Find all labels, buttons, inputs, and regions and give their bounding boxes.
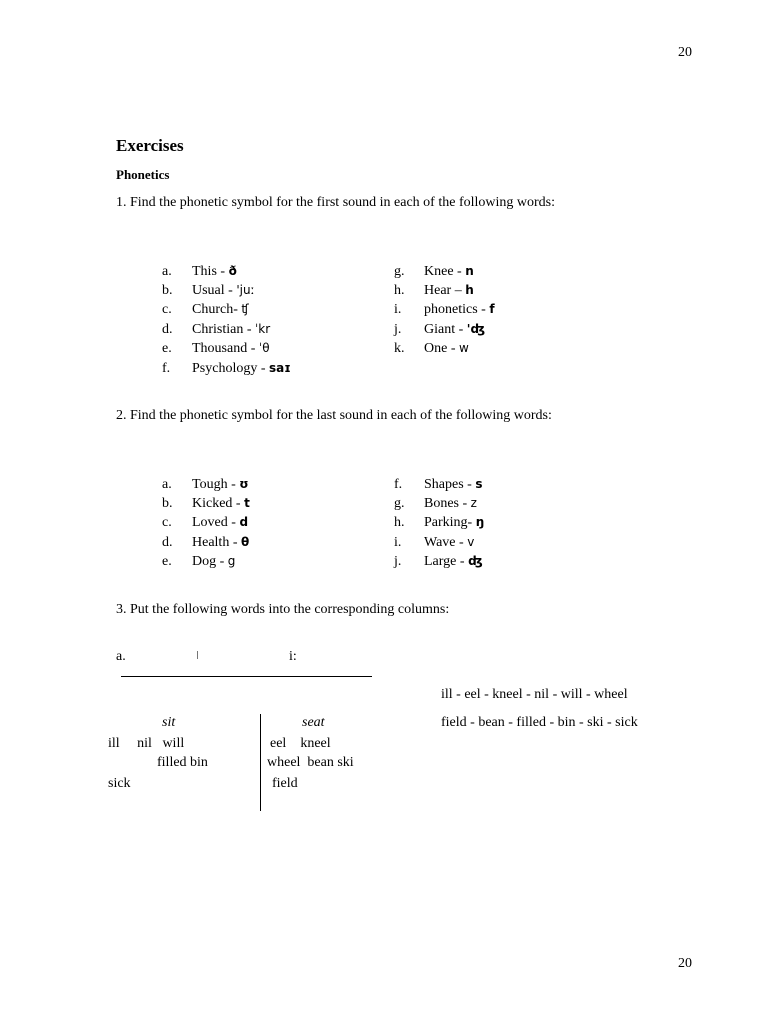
item-letter: i. — [394, 302, 402, 317]
item-word: Christian - — [192, 322, 255, 337]
column-1-line: ill nil will — [108, 736, 185, 751]
item-letter: h. — [394, 515, 405, 530]
item-symbol: g — [227, 554, 236, 568]
column-2-header: seat — [302, 715, 325, 730]
item-symbol: v — [467, 535, 475, 549]
item-letter: j. — [394, 322, 402, 337]
item-word: Knee - — [424, 264, 466, 279]
word-bank-line-2: field - bean - filled - bin - ski - sick — [441, 715, 638, 730]
column-2-line: eel kneel — [270, 736, 331, 751]
item-symbol: θ — [240, 535, 250, 549]
item-symbol: ˈθ — [258, 341, 270, 355]
item-letter: d. — [162, 535, 173, 550]
item-letter: h. — [394, 283, 405, 298]
horizontal-rule — [121, 676, 372, 677]
item-symbol: ð — [228, 264, 237, 278]
item-letter: i. — [394, 535, 402, 550]
item-word: Loved - — [192, 515, 240, 530]
page-title: Exercises — [116, 136, 184, 155]
item-letter: j. — [394, 554, 402, 569]
item-word: Giant - — [424, 322, 467, 337]
item-symbol: n — [465, 264, 474, 278]
item-letter: g. — [394, 264, 405, 279]
item-symbol: t — [244, 496, 250, 510]
word-bank-line-1: ill - eel - kneel - nil - will - wheel — [441, 687, 628, 702]
column-2-line: field — [272, 776, 298, 791]
item-symbol: 'ʤ — [466, 322, 486, 336]
item-symbol: saɪ — [269, 361, 291, 375]
item-symbol: ŋ — [475, 515, 485, 529]
item-word: Church- — [192, 302, 242, 317]
item-word: Psychology - — [192, 361, 269, 376]
item-word: One - — [424, 341, 459, 356]
column-1-line: sick — [108, 776, 131, 791]
column-2-symbol: i: — [289, 649, 297, 664]
item-letter: e. — [162, 554, 172, 569]
item-letter: a. — [162, 264, 172, 279]
column-2-line: wheel bean ski — [267, 755, 354, 770]
item-word: Large - — [424, 554, 469, 569]
item-letter: a. — [162, 477, 172, 492]
item-symbol: d — [239, 515, 249, 529]
column-divider — [260, 714, 261, 811]
item-symbol: z — [470, 496, 477, 510]
item-symbol: ˈkr — [255, 322, 271, 336]
item-word: Wave - — [424, 535, 468, 550]
item-word: Dog - — [192, 554, 228, 569]
item-letter: e. — [162, 341, 172, 356]
item-symbol: f — [489, 302, 495, 316]
question-2-prompt: 2. Find the phonetic symbol for the last sound in each of the following words: — [116, 408, 552, 423]
item-word: Shapes - — [424, 477, 476, 492]
item-letter: c. — [162, 302, 172, 317]
item-symbol: s — [475, 477, 483, 491]
section-subtitle: Phonetics — [116, 167, 170, 182]
exercise-label-a: a. — [116, 649, 126, 664]
column-1-symbol: I — [196, 649, 200, 662]
question-3-prompt: 3. Put the following words into the corresponding columns: — [116, 602, 450, 617]
item-letter: b. — [162, 496, 173, 511]
item-word: Health - — [192, 535, 241, 550]
item-word: This - — [192, 264, 229, 279]
column-1-header: sit — [162, 715, 176, 730]
question-1-prompt: 1. Find the phonetic symbol for the first sound in each of the following words: — [116, 195, 555, 210]
page-number-top: 20 — [678, 45, 692, 60]
item-word: Kicked - — [192, 496, 245, 511]
item-word: Tough - — [192, 477, 240, 492]
item-letter: k. — [394, 341, 405, 356]
item-symbol: ʊ — [239, 477, 249, 491]
item-letter: f. — [162, 361, 171, 376]
item-word: Bones - — [424, 496, 471, 511]
item-symbol: w — [459, 341, 469, 355]
item-symbol: ʤ — [468, 554, 483, 568]
item-letter: b. — [162, 283, 173, 298]
item-symbol: h — [465, 283, 474, 297]
column-1-line: filled bin — [157, 755, 208, 770]
item-word: Usual - — [192, 283, 237, 298]
item-letter: f. — [394, 477, 403, 492]
item-symbol: ʧ — [241, 302, 249, 316]
item-word: Thousand - — [192, 341, 259, 356]
item-word: phonetics - — [424, 302, 490, 317]
item-word: Hear – — [424, 283, 466, 298]
item-letter: c. — [162, 515, 172, 530]
item-letter: d. — [162, 322, 173, 337]
page-number-bottom: 20 — [678, 956, 692, 971]
item-word: Parking- — [424, 515, 476, 530]
item-letter: g. — [394, 496, 405, 511]
item-symbol: 'juː — [236, 283, 255, 297]
